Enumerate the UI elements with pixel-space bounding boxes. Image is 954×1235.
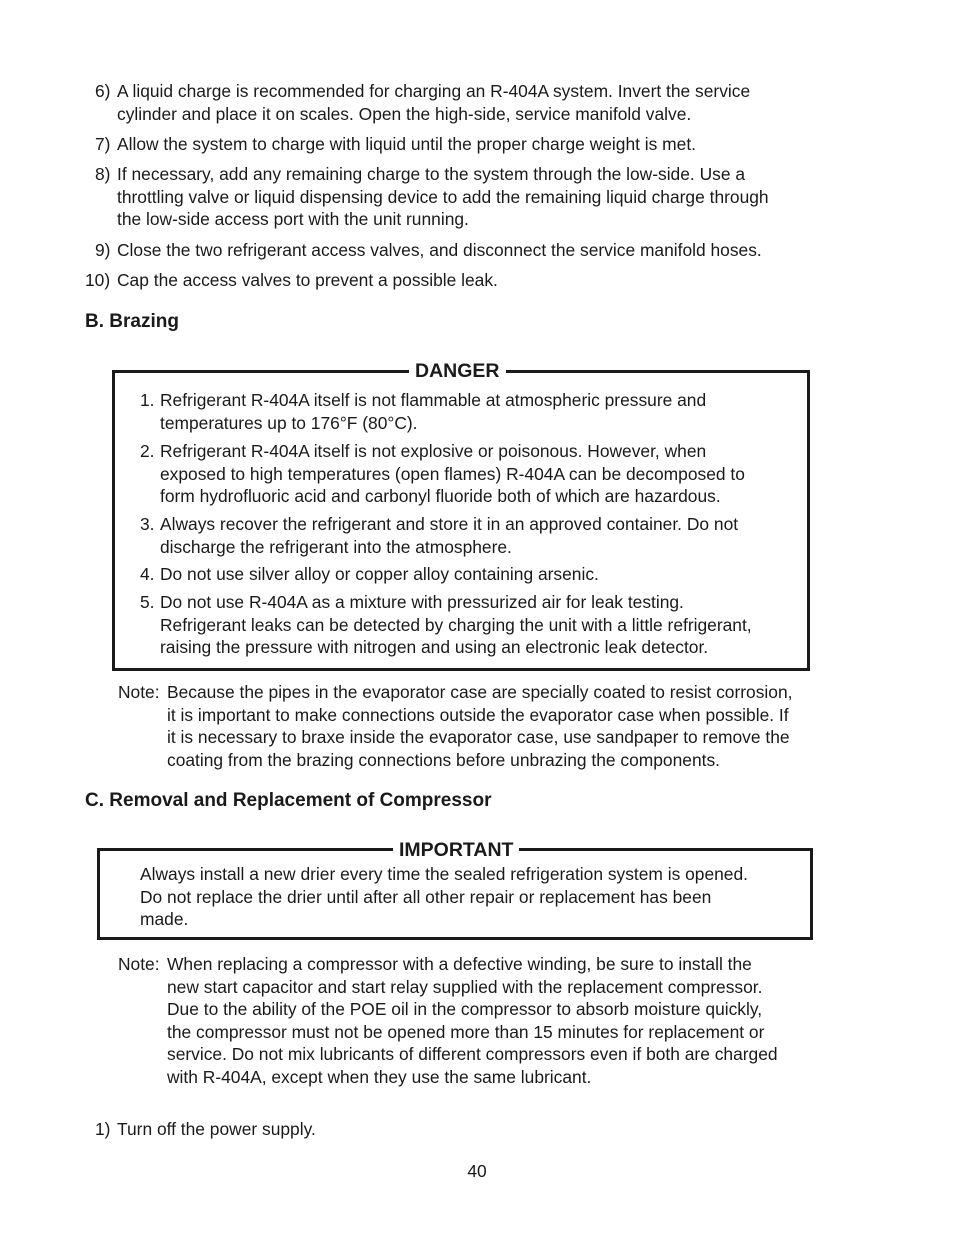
danger-line: Refrigerant leaks can be detected by charging the unit with a little refrigerant, bbox=[160, 614, 752, 635]
step-line: If necessary, add any remaining charge to the system through the low-side. Use a bbox=[117, 164, 745, 184]
important-text bbox=[140, 863, 748, 931]
note-compressor-text bbox=[167, 953, 778, 1089]
section-heading-brazing: B. Brazing bbox=[85, 311, 179, 332]
note-brazing-text bbox=[167, 681, 792, 771]
danger-item-number: 1. bbox=[140, 390, 155, 410]
danger-line: discharge the refrigerant into the atmosphere. bbox=[160, 536, 512, 557]
danger-item-number: 2. bbox=[140, 441, 155, 461]
note-line: When replacing a compressor with a defective winding, be sure to install the bbox=[167, 954, 752, 974]
note-line: it is important to make connections outside the evaporator case when possible. If bbox=[167, 704, 789, 725]
danger-line: temperatures up to 176°F (80°C). bbox=[160, 412, 418, 433]
important-line: Do not replace the drier until after all other repair or replacement has been bbox=[140, 886, 712, 907]
danger-line: exposed to high temperatures (open flames) R-404A can be decomposed to bbox=[160, 463, 745, 484]
section-heading-compressor: C. Removal and Replacement of Compressor bbox=[85, 790, 492, 811]
danger-item-text bbox=[160, 591, 752, 659]
note-line: coating from the brazing connections before unbrazing the components. bbox=[167, 749, 720, 770]
danger-item-number: 4. bbox=[140, 564, 155, 584]
danger-item-text bbox=[160, 513, 738, 558]
step-line: Close the two refrigerant access valves, and disconnect the service manifold hoses. bbox=[117, 240, 762, 260]
step-line: A liquid charge is recommended for charging an R-404A system. Invert the service bbox=[117, 81, 751, 101]
note-line: with R-404A, except when they use the same lubricant. bbox=[167, 1066, 592, 1087]
danger-item-number: 5. bbox=[140, 592, 155, 612]
danger-item-number: 3. bbox=[140, 514, 155, 534]
note-line: Due to the ability of the POE oil in the compressor to absorb moisture quickly, bbox=[167, 999, 763, 1020]
step-line: Cap the access valves to prevent a possible leak. bbox=[117, 270, 498, 290]
step-line: the low-side access port with the unit running. bbox=[117, 209, 469, 230]
page-number: 40 bbox=[467, 1161, 487, 1181]
note-line: Because the pipes in the evaporator case are specially coated to resist corrosion, bbox=[167, 682, 793, 702]
step-line: Allow the system to charge with liquid until the proper charge weight is met. bbox=[117, 134, 697, 154]
step-number: 9) bbox=[95, 240, 111, 260]
note-label: Note: bbox=[118, 682, 160, 702]
important-line: made. bbox=[140, 909, 189, 930]
step-number: 10) bbox=[85, 270, 111, 290]
danger-line: Refrigerant R-404A itself is not flammable at atmospheric pressure and bbox=[160, 390, 707, 410]
step-text bbox=[117, 269, 498, 292]
step-line: cylinder and place it on scales. Open the high-side, service manifold valve. bbox=[117, 103, 692, 124]
important-line: Always install a new drier every time the sealed refrigeration system is opened. bbox=[140, 864, 748, 884]
step-text bbox=[117, 80, 750, 125]
danger-item-text bbox=[160, 563, 599, 586]
danger-item-text bbox=[160, 389, 706, 434]
important-title: IMPORTANT bbox=[393, 838, 519, 862]
step-text bbox=[117, 239, 762, 262]
danger-line: Refrigerant R-404A itself is not explosive or poisonous. However, when bbox=[160, 441, 707, 461]
danger-line: Do not use R-404A as a mixture with pressurized air for leak testing. bbox=[160, 592, 684, 612]
note-line: the compressor must not be opened more than 15 minutes for replacement or bbox=[167, 1021, 765, 1042]
step-text bbox=[117, 1118, 316, 1141]
step-text bbox=[117, 163, 769, 231]
danger-line: Always recover the refrigerant and store it in an approved container. Do not bbox=[160, 514, 739, 534]
step-number: 8) bbox=[95, 164, 111, 184]
note-label: Note: bbox=[118, 954, 160, 974]
step-text bbox=[117, 133, 696, 156]
step-number: 6) bbox=[95, 81, 111, 101]
danger-item-text bbox=[160, 440, 745, 508]
danger-line: form hydrofluoric acid and carbonyl fluoride both of which are hazardous. bbox=[160, 486, 721, 507]
note-line: new start capacitor and start relay supplied with the replacement compressor. bbox=[167, 976, 763, 997]
step-line: Turn off the power supply. bbox=[117, 1119, 316, 1139]
step-line: throttling valve or liquid dispensing device to add the remaining liquid charge through bbox=[117, 186, 769, 207]
note-line: service. Do not mix lubricants of different compressors even if both are charged bbox=[167, 1044, 778, 1065]
danger-line: raising the pressure with nitrogen and using an electronic leak detector. bbox=[160, 637, 709, 658]
note-line: it is necessary to braxe inside the evaporator case, use sandpaper to remove the bbox=[167, 727, 790, 748]
step-number: 7) bbox=[95, 134, 111, 154]
danger-title: DANGER bbox=[409, 359, 506, 383]
step-number: 1) bbox=[95, 1119, 111, 1139]
danger-line: Do not use silver alloy or copper alloy containing arsenic. bbox=[160, 564, 599, 584]
